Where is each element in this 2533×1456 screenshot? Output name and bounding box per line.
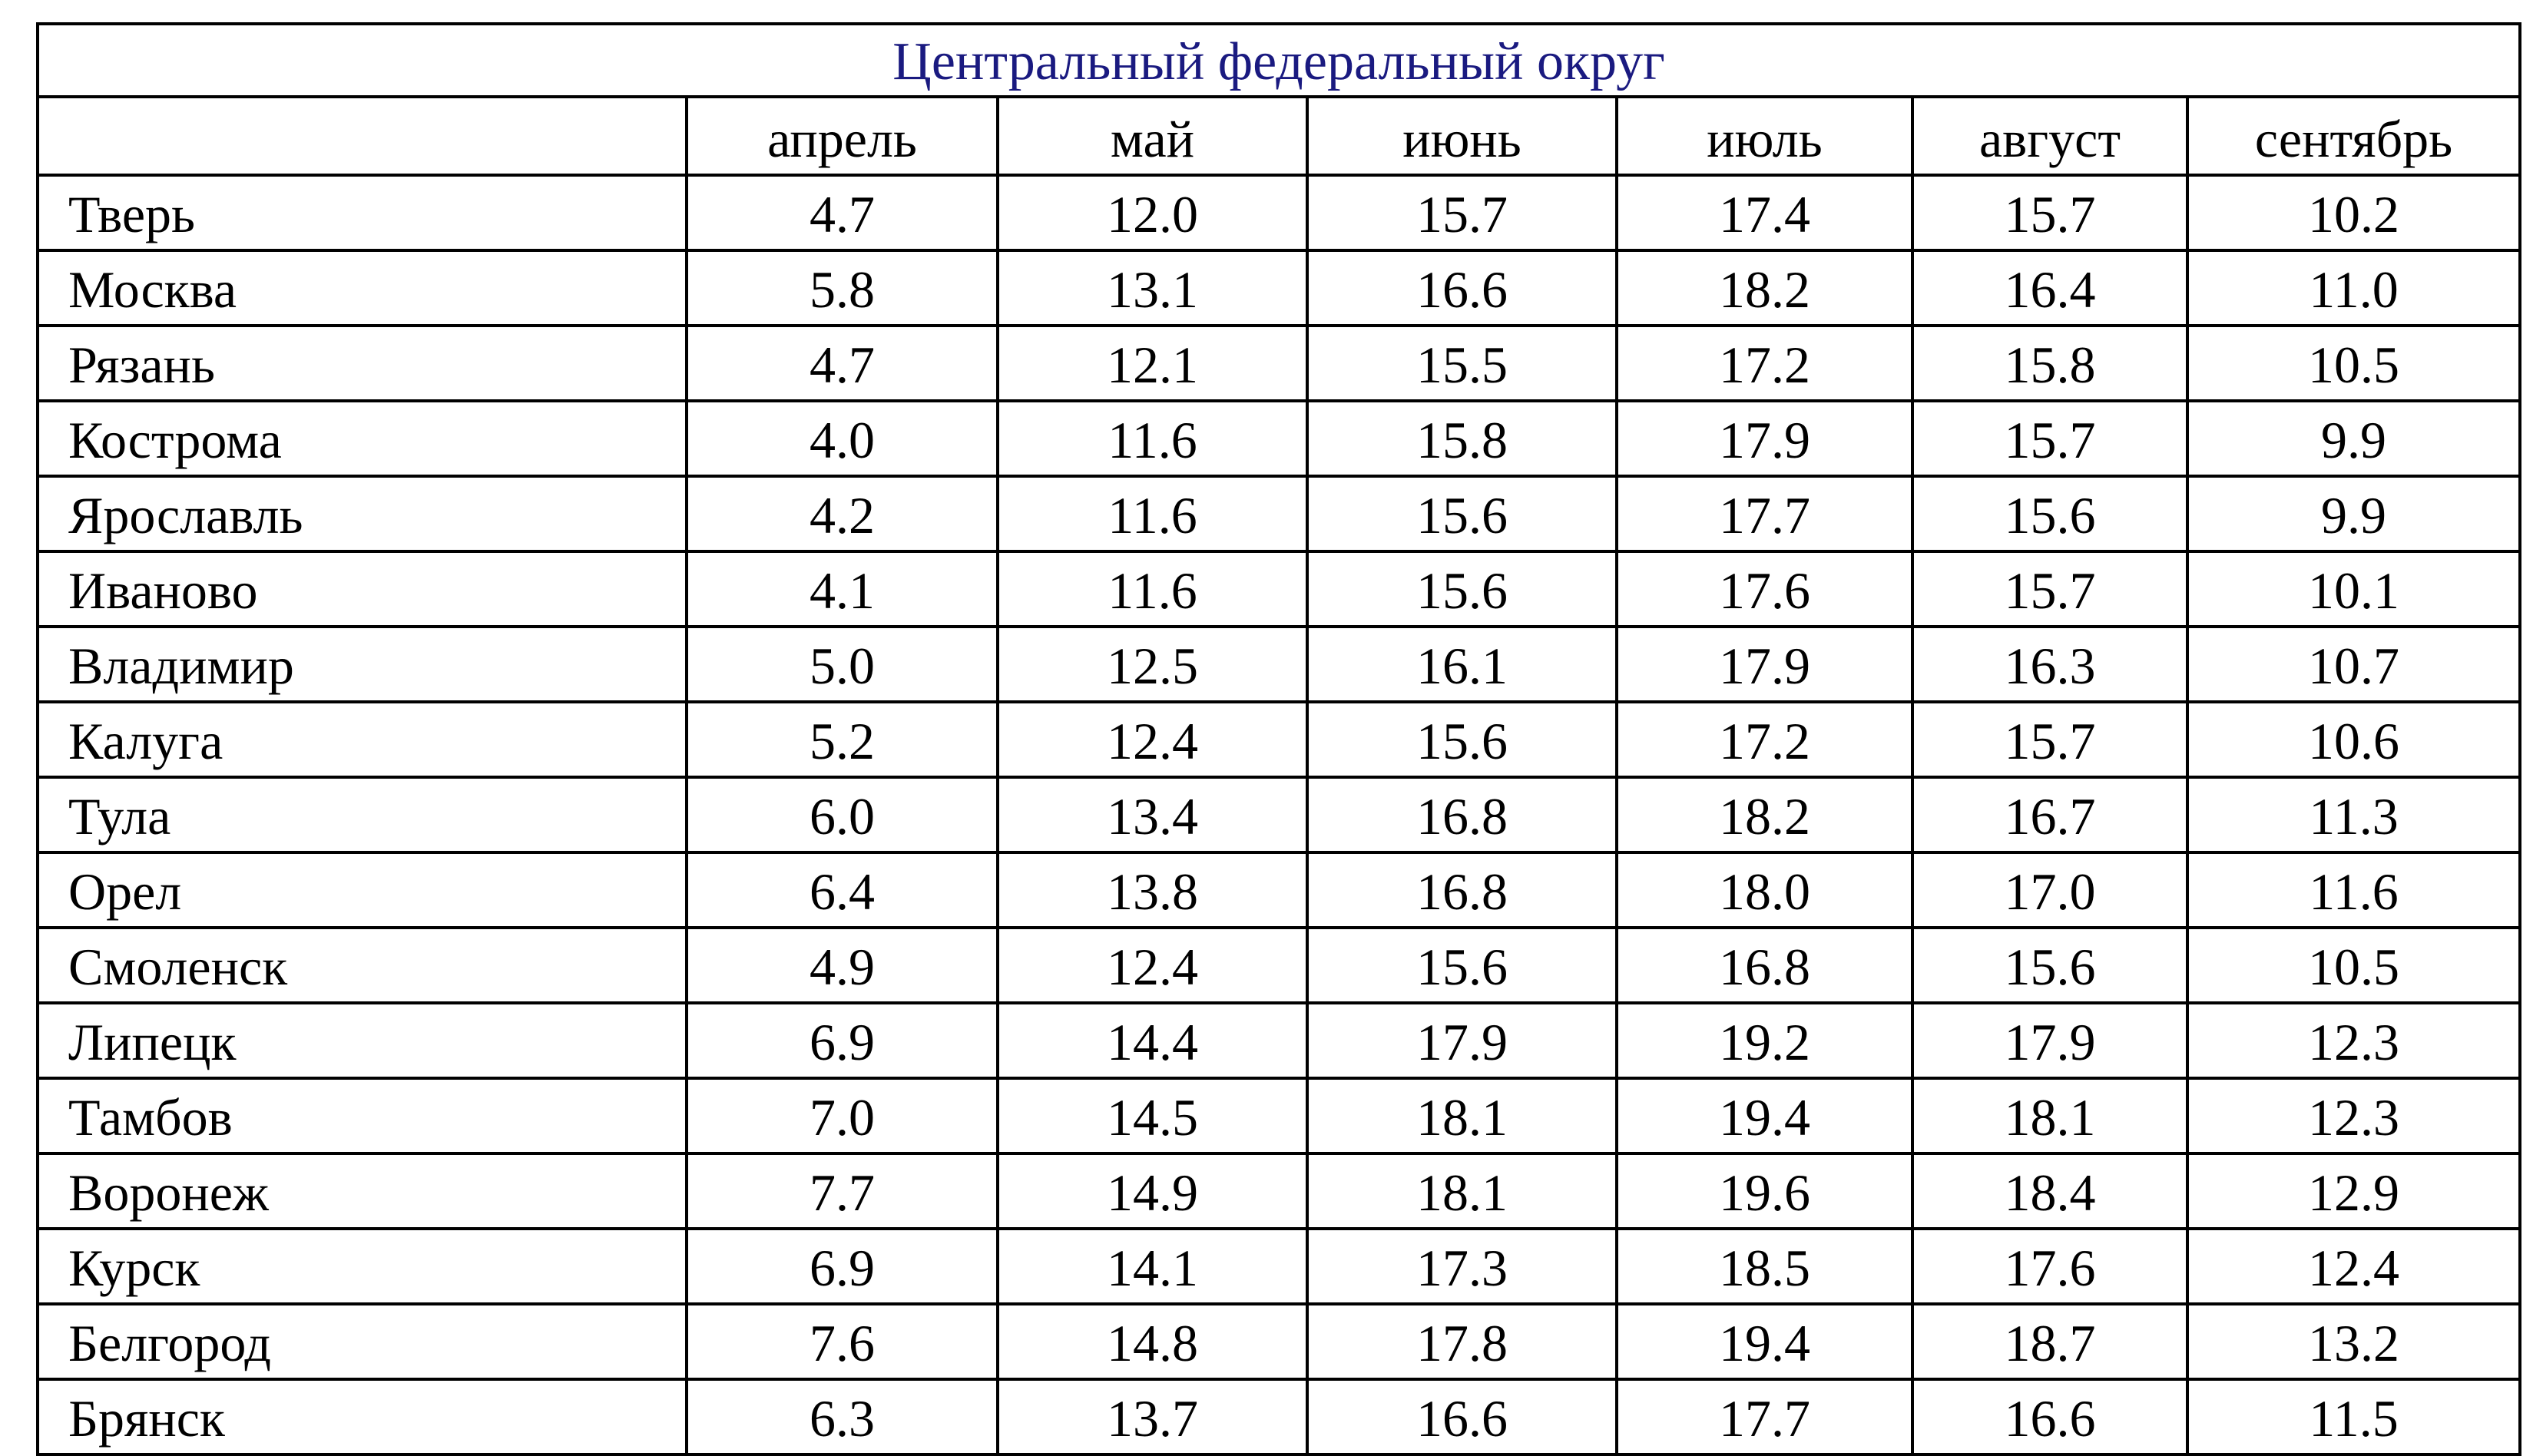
temperature-value-cell: 6.0 [687, 777, 998, 852]
city-name-cell: Иваново [38, 551, 687, 627]
table-row [38, 928, 2520, 1003]
temperature-value-cell: 6.9 [687, 1229, 998, 1304]
temperature-value-cell: 10.5 [2187, 326, 2520, 401]
temperature-value-cell: 5.0 [687, 627, 998, 702]
header-month-july: июль [1617, 97, 1912, 175]
temperature-value-cell: 15.8 [1307, 401, 1617, 476]
temperature-value-cell: 11.6 [998, 551, 1307, 627]
temperature-value-cell: 13.8 [998, 852, 1307, 928]
temperature-value-cell: 18.5 [1617, 1229, 1912, 1304]
temperature-value-cell: 6.4 [687, 852, 998, 928]
temperature-value-cell: 15.6 [1307, 476, 1617, 551]
temperature-value-cell: 10.7 [2187, 627, 2520, 702]
temperature-value-cell: 12.4 [2187, 1229, 2520, 1304]
temperature-value-cell: 10.6 [2187, 702, 2520, 777]
temperature-value-cell: 13.2 [2187, 1304, 2520, 1379]
temperature-value-cell: 9.9 [2187, 476, 2520, 551]
table-row [38, 1379, 2520, 1454]
temperature-value-cell: 17.2 [1617, 702, 1912, 777]
city-name-cell: Калуга [38, 702, 687, 777]
temperature-value-cell: 19.2 [1617, 1003, 1912, 1078]
temperature-value-cell: 15.8 [1912, 326, 2187, 401]
temperature-value-cell: 15.7 [1912, 401, 2187, 476]
temperature-value-cell: 18.1 [1307, 1078, 1617, 1153]
temperature-value-cell: 7.6 [687, 1304, 998, 1379]
temperature-value-cell: 16.8 [1307, 852, 1617, 928]
temperature-value-cell: 14.9 [998, 1153, 1307, 1229]
temperature-value-cell: 17.0 [1912, 852, 2187, 928]
temperature-value-cell: 16.8 [1617, 928, 1912, 1003]
temperature-value-cell: 19.6 [1617, 1153, 1912, 1229]
temperature-value-cell: 17.3 [1307, 1229, 1617, 1304]
temperature-value-cell: 15.6 [1307, 928, 1617, 1003]
temperature-value-cell: 15.6 [1307, 551, 1617, 627]
temperature-value-cell: 12.5 [998, 627, 1307, 702]
temperature-value-cell: 18.1 [1912, 1078, 2187, 1153]
temperature-value-cell: 15.6 [1912, 928, 2187, 1003]
temperature-value-cell: 11.0 [2187, 250, 2520, 326]
city-name-cell: Рязань [38, 326, 687, 401]
temperature-value-cell: 6.3 [687, 1379, 998, 1454]
temperature-value-cell: 14.1 [998, 1229, 1307, 1304]
temperature-value-cell: 17.4 [1617, 175, 1912, 250]
header-corner-cell [38, 97, 687, 175]
temperature-value-cell: 18.0 [1617, 852, 1912, 928]
temperature-value-cell: 15.7 [1307, 175, 1617, 250]
table-row [38, 1153, 2520, 1229]
temperature-value-cell: 11.6 [2187, 852, 2520, 928]
table-title: Центральный федеральный округ [38, 24, 2520, 97]
table-row [38, 1229, 2520, 1304]
temperature-value-cell: 11.3 [2187, 777, 2520, 852]
temperature-value-cell: 16.6 [1307, 250, 1617, 326]
temperature-value-cell: 15.7 [1912, 702, 2187, 777]
temperature-value-cell: 5.2 [687, 702, 998, 777]
table-row [38, 777, 2520, 852]
table-row [38, 627, 2520, 702]
header-month-september: сентябрь [2187, 97, 2520, 175]
temperature-value-cell: 16.8 [1307, 777, 1617, 852]
table-row [38, 551, 2520, 627]
temperature-value-cell: 12.9 [2187, 1153, 2520, 1229]
city-name-cell: Курск [38, 1229, 687, 1304]
temperature-value-cell: 14.4 [998, 1003, 1307, 1078]
city-name-cell: Ярославль [38, 476, 687, 551]
city-name-cell: Москва [38, 250, 687, 326]
temperature-value-cell: 18.2 [1617, 777, 1912, 852]
temperature-value-cell: 14.8 [998, 1304, 1307, 1379]
temperature-table [36, 22, 2521, 1456]
city-name-cell: Липецк [38, 1003, 687, 1078]
temperature-value-cell: 17.9 [1617, 401, 1912, 476]
temperature-value-cell: 11.6 [998, 476, 1307, 551]
temperature-value-cell: 17.6 [1617, 551, 1912, 627]
city-name-cell: Орел [38, 852, 687, 928]
temperature-value-cell: 7.0 [687, 1078, 998, 1153]
temperature-value-cell: 4.9 [687, 928, 998, 1003]
city-name-cell: Тверь [38, 175, 687, 250]
table-row [38, 250, 2520, 326]
city-name-cell: Белгород [38, 1304, 687, 1379]
temperature-value-cell: 17.2 [1617, 326, 1912, 401]
temperature-value-cell: 18.4 [1912, 1153, 2187, 1229]
temperature-value-cell: 16.3 [1912, 627, 2187, 702]
temperature-value-cell: 15.7 [1912, 175, 2187, 250]
temperature-value-cell: 12.4 [998, 928, 1307, 1003]
table-row [38, 175, 2520, 250]
temperature-value-cell: 14.5 [998, 1078, 1307, 1153]
temperature-value-cell: 16.6 [1912, 1379, 2187, 1454]
temperature-value-cell: 11.5 [2187, 1379, 2520, 1454]
temperature-value-cell: 16.1 [1307, 627, 1617, 702]
temperature-value-cell: 12.3 [2187, 1003, 2520, 1078]
temperature-value-cell: 10.5 [2187, 928, 2520, 1003]
temperature-value-cell: 18.7 [1912, 1304, 2187, 1379]
header-month-april: апрель [687, 97, 998, 175]
temperature-value-cell: 4.7 [687, 175, 998, 250]
header-month-june: июнь [1307, 97, 1617, 175]
temperature-value-cell: 19.4 [1617, 1304, 1912, 1379]
temperature-value-cell: 12.1 [998, 326, 1307, 401]
city-name-cell: Воронеж [38, 1153, 687, 1229]
table-row [38, 1078, 2520, 1153]
temperature-value-cell: 12.3 [2187, 1078, 2520, 1153]
temperature-value-cell: 17.7 [1617, 476, 1912, 551]
city-name-cell: Кострома [38, 401, 687, 476]
temperature-value-cell: 17.9 [1617, 627, 1912, 702]
temperature-value-cell: 4.7 [687, 326, 998, 401]
temperature-value-cell: 4.0 [687, 401, 998, 476]
temperature-value-cell: 9.9 [2187, 401, 2520, 476]
temperature-value-cell: 16.6 [1307, 1379, 1617, 1454]
temperature-value-cell: 18.1 [1307, 1153, 1617, 1229]
header-row [38, 97, 2520, 175]
table-row [38, 401, 2520, 476]
temperature-value-cell: 11.6 [998, 401, 1307, 476]
temperature-value-cell: 10.1 [2187, 551, 2520, 627]
temperature-value-cell: 17.9 [1912, 1003, 2187, 1078]
temperature-value-cell: 7.7 [687, 1153, 998, 1229]
temperature-value-cell: 6.9 [687, 1003, 998, 1078]
table-row [38, 702, 2520, 777]
temperature-value-cell: 13.4 [998, 777, 1307, 852]
city-name-cell: Тула [38, 777, 687, 852]
temperature-value-cell: 12.0 [998, 175, 1307, 250]
table-row [38, 852, 2520, 928]
temperature-value-cell: 17.8 [1307, 1304, 1617, 1379]
temperature-value-cell: 15.5 [1307, 326, 1617, 401]
city-name-cell: Брянск [38, 1379, 687, 1454]
title-row [38, 24, 2520, 97]
header-month-may: май [998, 97, 1307, 175]
city-name-cell: Тамбов [38, 1078, 687, 1153]
temperature-value-cell: 18.2 [1617, 250, 1912, 326]
temperature-value-cell: 4.1 [687, 551, 998, 627]
temperature-value-cell: 10.2 [2187, 175, 2520, 250]
temperature-value-cell: 17.9 [1307, 1003, 1617, 1078]
temperature-value-cell: 16.7 [1912, 777, 2187, 852]
table-row [38, 1304, 2520, 1379]
table-row [38, 326, 2520, 401]
temperature-value-cell: 5.8 [687, 250, 998, 326]
temperature-value-cell: 12.4 [998, 702, 1307, 777]
header-month-august: август [1912, 97, 2187, 175]
temperature-value-cell: 13.1 [998, 250, 1307, 326]
temperature-value-cell: 17.6 [1912, 1229, 2187, 1304]
city-name-cell: Владимир [38, 627, 687, 702]
table-row [38, 1003, 2520, 1078]
city-name-cell: Смоленск [38, 928, 687, 1003]
temperature-value-cell: 15.6 [1912, 476, 2187, 551]
document-page [36, 22, 2521, 1456]
temperature-value-cell: 17.7 [1617, 1379, 1912, 1454]
temperature-value-cell: 16.4 [1912, 250, 2187, 326]
temperature-value-cell: 19.4 [1617, 1078, 1912, 1153]
temperature-value-cell: 15.6 [1307, 702, 1617, 777]
temperature-value-cell: 13.7 [998, 1379, 1307, 1454]
temperature-value-cell: 15.7 [1912, 551, 2187, 627]
table-row [38, 476, 2520, 551]
temperature-value-cell: 4.2 [687, 476, 998, 551]
